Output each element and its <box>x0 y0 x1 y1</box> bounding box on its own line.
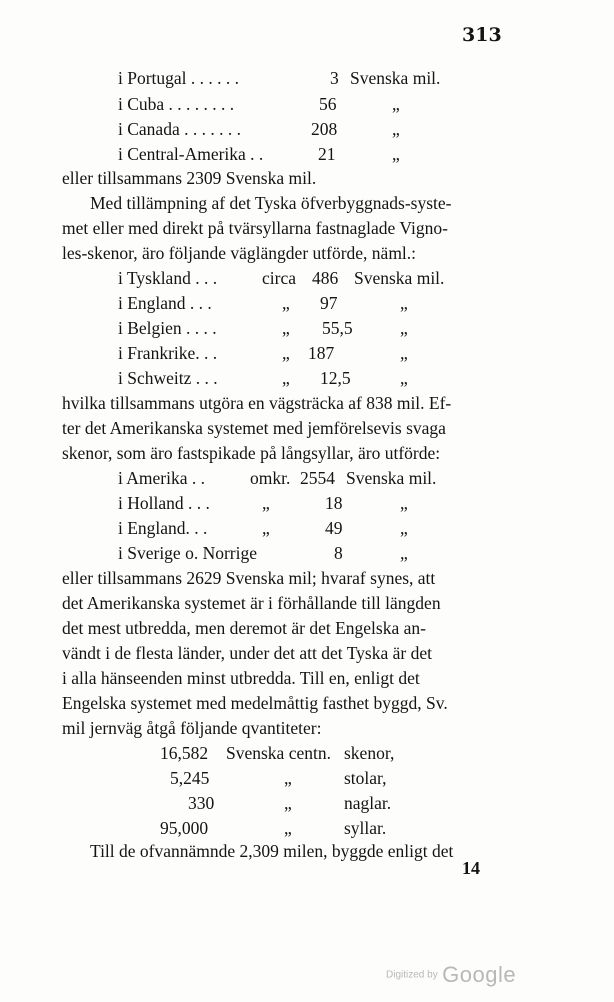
table-unit: „ <box>400 543 408 563</box>
table-prefix: Svenska centn. <box>226 743 331 763</box>
paragraph-line: eller tillsammans 2629 Svenska mil; hvaraf synes, att <box>62 568 436 588</box>
table-unit: „ <box>400 368 408 388</box>
table-value: 486 <box>312 268 339 288</box>
table-item: skenor, <box>344 743 395 763</box>
table-unit: Svenska mil. <box>346 468 437 488</box>
table-row: i England. . . <box>118 518 208 538</box>
table-value: 55,5 <box>322 318 353 338</box>
paragraph-line: skenor, som äro fastspikade på långsyllar, äro utförde: <box>62 443 441 463</box>
paragraph-line: hvilka tillsammans utgöra en vägsträcka af 838 mil. Ef- <box>62 393 452 413</box>
table-value: 16,582 <box>160 743 209 763</box>
table-unit: „ <box>400 493 408 513</box>
table-value: 2554 <box>300 468 335 488</box>
table-row: i Portugal . . . . . . <box>118 68 240 88</box>
table-prefix: „ <box>282 343 290 363</box>
table-value: 21 <box>318 144 336 164</box>
watermark-small: Digitized by <box>386 969 438 981</box>
table-row: i Canada . . . . . . . <box>118 119 241 139</box>
paragraph-line: met eller med direkt på tvärsyllarna fastnaglade Vigno- <box>62 218 448 238</box>
paragraph-line: det mest utbredda, men deremot är det Engelska an- <box>62 618 426 638</box>
signature-mark: 14 <box>462 858 480 878</box>
page-number: 313 <box>462 24 502 46</box>
table-row: i Tyskland . . . <box>118 268 218 288</box>
paragraph-line: Engelska systemet med medelmåttig fasthet byggd, Sv. <box>62 693 448 713</box>
table-unit: „ <box>400 293 408 313</box>
paragraph-line: mil jernväg åtgå följande qvantiteter: <box>62 718 322 738</box>
table-unit: „ <box>392 144 400 164</box>
table-prefix: circa <box>262 268 296 288</box>
table-row: i Frankrike. . . <box>118 343 218 363</box>
table-unit: „ <box>400 518 408 538</box>
table-row: i Belgien . . . . <box>118 318 217 338</box>
table-row: i Holland . . . <box>118 493 210 513</box>
table-row: i Cuba . . . . . . . . <box>118 94 235 114</box>
table-value: 187 <box>308 343 335 363</box>
table-prefix: „ <box>282 293 290 313</box>
table-prefix: „ <box>282 318 290 338</box>
table-item: naglar. <box>344 793 392 813</box>
table-prefix: „ <box>282 368 290 388</box>
table-unit: „ <box>392 94 400 114</box>
table-prefix: „ <box>262 518 270 538</box>
table-prefix: „ <box>284 768 292 788</box>
table-value: 5,245 <box>170 768 210 788</box>
paragraph-line: det Amerikanska systemet är i förhållande till längden <box>62 593 441 613</box>
table-value: 95,000 <box>160 818 209 838</box>
table-prefix: „ <box>262 493 270 513</box>
table-value: 8 <box>334 543 343 563</box>
table-item: syllar. <box>344 818 387 838</box>
table-unit: Svenska mil. <box>354 268 445 288</box>
table-row: i England . . . <box>118 293 212 313</box>
paragraph-line: vändt i de flesta länder, under det att det Tyska är det <box>62 643 432 663</box>
table-item: stolar, <box>344 768 387 788</box>
paragraph-line: Med tillämpning af det Tyska öfverbyggnads-syste- <box>90 193 452 213</box>
table-value: 56 <box>319 94 337 114</box>
table-value: 49 <box>325 518 343 538</box>
paragraph-line: les-skenor, äro följande väglängder utförde, näml.: <box>62 243 417 263</box>
table-prefix: „ <box>284 793 292 813</box>
table-row: i Sverige o. Norrige <box>118 543 257 563</box>
table-unit: Svenska mil. <box>350 68 441 88</box>
table-unit: „ <box>400 343 408 363</box>
table-prefix: omkr. <box>250 468 291 488</box>
paragraph-line: ter det Amerikanska systemet med jemförelsevis svaga <box>62 418 446 438</box>
table-unit: „ <box>392 119 400 139</box>
table-row: i Schweitz . . . <box>118 368 218 388</box>
total-line: eller tillsammans 2309 Svenska mil. <box>62 168 317 188</box>
table-row: i Central-Amerika . . <box>118 144 264 164</box>
paragraph-line: i alla hänseenden minst utbredda. Till en, enligt det <box>62 668 420 688</box>
table-value: 97 <box>320 293 338 313</box>
paragraph-line: Till de ofvannämnde 2,309 milen, byggde enligt det <box>90 841 454 861</box>
table-unit: „ <box>400 318 408 338</box>
table-prefix: „ <box>284 818 292 838</box>
table-value: 3 <box>330 68 339 88</box>
watermark <box>386 962 516 988</box>
table-value: 12,5 <box>320 368 351 388</box>
table-row: i Amerika . . <box>118 468 205 488</box>
table-value: 208 <box>311 119 338 139</box>
table-value: 18 <box>325 493 343 513</box>
table-value: 330 <box>188 793 215 813</box>
watermark-logo: Google <box>442 962 517 987</box>
